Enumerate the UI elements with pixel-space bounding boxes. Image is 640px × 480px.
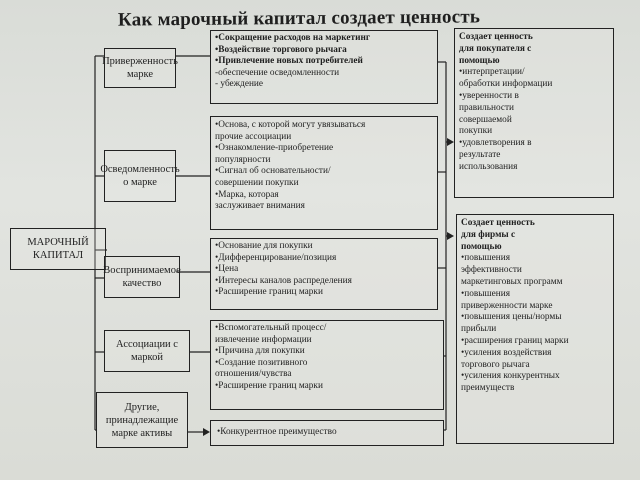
category-quality [104,256,180,298]
value-item: •повышения цены/нормы [461,312,562,323]
detail-item: прочие ассоциации [215,131,292,142]
value-item: маркетинговых программ [461,276,563,287]
value-item: •повышения [461,253,511,264]
detail-item: отношения/чувства [215,369,292,380]
brand-equity-box [10,228,106,270]
value-item: •повышения [461,288,511,299]
detail-item: •Расширение границ марки [215,287,323,298]
value-item: совершаемой [459,114,512,125]
detail-item: •Цена [215,264,239,275]
detail-item: •Причина для покупки [215,346,305,357]
detail-item: •Марка, которая [215,189,279,200]
detail-item: •Основание для покупки [215,241,313,251]
detail-item: заслуживает внимания [215,201,305,212]
brand-equity-label: МАРОЧНЫЙ КАПИТАЛ [27,237,89,261]
detail-item: •Создание позитивного [215,357,308,368]
value-item: •интерпретации/ [459,67,525,78]
detail-item: •Ознакомление-приобретение [215,143,334,154]
category-loyalty [104,48,176,88]
value-item: •уверенности в [459,90,519,101]
detail-item: •Дифференцирование/позиция [215,252,337,263]
detail-item: •Привлечение новых потребителей [215,56,363,67]
detail-item: •Сокращение расходов на маркетинг [215,33,371,43]
value-item: правильности [459,102,515,113]
box-heading: для фирмы с [461,229,516,240]
detail-item: популярности [215,154,271,165]
details-loyalty [210,30,438,104]
value-item: покупки [459,126,493,137]
box-heading: помощью [461,241,502,252]
value-item: преимуществ [461,383,515,394]
value-item: использования [459,161,518,172]
detail-item: •Вспомогательный процесс/ [215,323,327,333]
box-heading: Создает ценность [461,218,535,228]
category-awareness [100,150,180,202]
value-for-customer-box [454,28,614,198]
detail-item: •Интересы каналов распределения [215,275,352,286]
detail-item: извлечение информации [215,334,312,345]
category-label: Приверженность марке [102,56,178,80]
details-other-assets [210,420,444,446]
detail-item: совершении покупки [215,177,299,188]
detail-item: -обеспечение осведомленности [215,67,340,78]
value-item: прибыли [461,324,497,335]
value-item: •усиления воздействия [461,347,552,358]
detail-item: •Расширение границ марки [215,380,323,391]
category-label: Воспринимаемое качество [103,265,181,289]
value-item: результате [459,149,501,160]
value-item: •удовлетворения в [459,138,532,149]
box-heading: помощью [459,55,500,66]
value-item: торгового рычага [461,359,530,370]
detail-item: •Сигнал об основательности/ [215,166,331,177]
category-label: Ассоциации с маркой [116,339,178,363]
value-for-firm-box [456,214,614,444]
detail-item: •Конкурентное преимущество [217,427,337,437]
category-other-assets [96,392,188,448]
box-heading: Создает ценность [459,32,533,42]
details-awareness [210,116,438,230]
value-item: •усиления конкурентных [461,371,560,382]
category-label: Осведомленность о марке [100,164,180,188]
detail-item: •Основа, с которой могут увязываться [215,120,366,130]
details-associations [210,320,444,410]
detail-item: •Воздействие торгового рычага [215,44,347,55]
value-item: •расширения границ марки [461,335,569,346]
page-title: Как марочный капитал создает ценность [117,6,481,31]
value-item: эффективности [461,265,522,276]
category-label: Другие, принадлежащие марке активы [105,401,179,439]
value-item: приверженности марке [461,300,553,311]
detail-item: - убеждение [215,79,264,90]
details-quality [210,238,438,310]
value-item: обработки информации [459,79,553,90]
box-heading: для покупателя с [459,43,532,54]
category-associations [104,330,190,372]
